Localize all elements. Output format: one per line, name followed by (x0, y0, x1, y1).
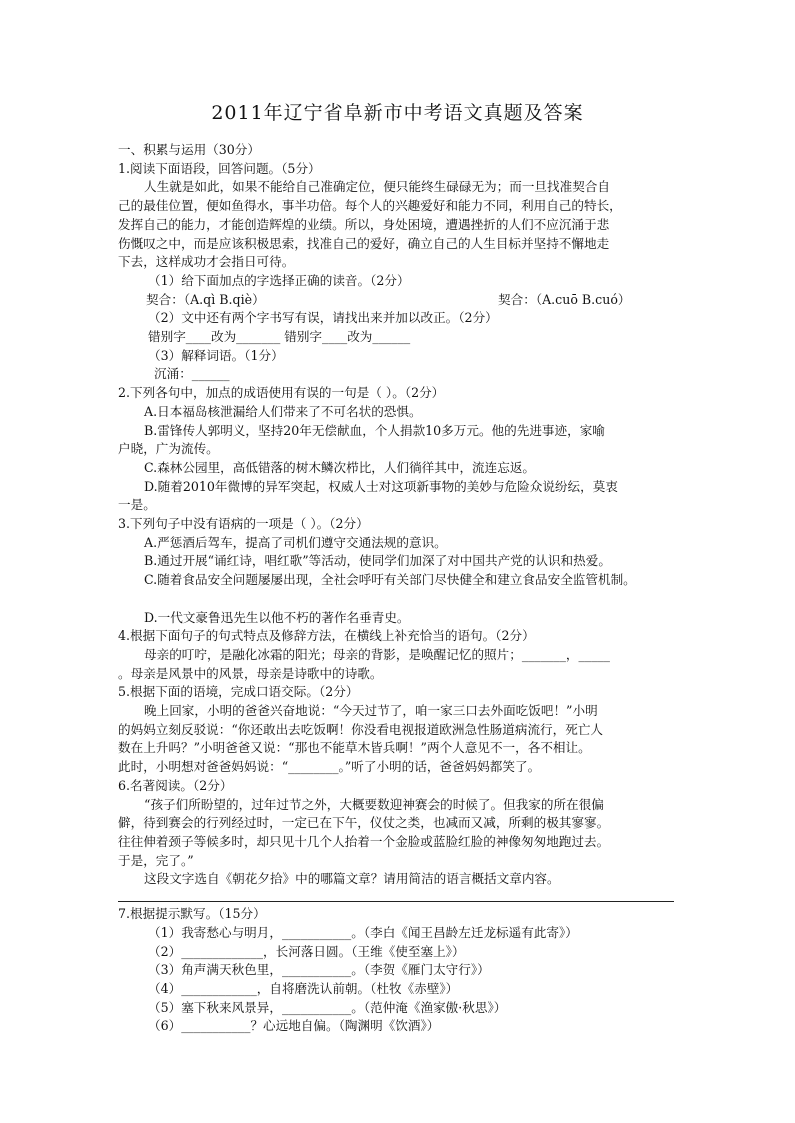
q7-item: （4）____________，自将磨洗认前朝。（杜牧《赤壁》） (148, 980, 459, 996)
section-heading: 一、积累与运用（30分） (118, 142, 260, 157)
q1-passage-line: 伤慨叹之中，而是应该积极思索，找准自己的爱好，确立自己的人生目标并坚持不懈地走 (118, 235, 610, 251)
q6-quote-line: “孩子们所盼望的，过年过节之外，大概要数迎神赛会的时候了。但我家的所在很偏 (144, 796, 604, 812)
q2-option-a: A.日本福岛核泄漏给人们带来了不可名状的恐惧。 (144, 403, 422, 419)
q7-item: （2）_____________，长河落日圆。（王维《使至塞上》） (148, 943, 465, 959)
q2-stem: 2.下列各句中，加点的成语使用有误的一句是（ ）。（2分） (118, 385, 445, 401)
q5-stem: 5.根据下面的语境，完成口语交际。（2分） (118, 684, 359, 700)
q7-stem: 7.根据提示默写。（15分） (118, 906, 266, 922)
q1-sub2-fill: 错别字____改为_______ 错别字____改为______ (148, 329, 411, 345)
q6-quote-line: 往往伸着颈子等候多时，却只见十几个人抬着一个金脸或蓝脸红脸的神像匆匆地跑过去。 (118, 834, 610, 849)
q7-item: （3）角声满天秋色里，___________。（李贺《雁门太守行》） (148, 962, 490, 978)
q5-line: 此时，小明想对爸爸妈妈说：“________。”听了小明的话，爸爸妈妈都笑了。 (118, 759, 541, 775)
q1-passage-line: 己的最佳位置，便如鱼得水，事半功倍。每个人的兴趣爱好和能力不同，利用自己的特长， (118, 198, 622, 214)
q6-question: 这段文字选自《朝花夕拾》中的哪篇文章？请用简洁的语言概括文章内容。 (144, 871, 560, 887)
q1-pinyin-left: 契合：（A.qì B.qiè） (146, 291, 265, 307)
q7-item: （6）___________？心远地自偏。（陶渊明《饮酒》） (148, 1018, 440, 1034)
q7-item: （1）我寄愁心与明月，___________。（李白《闻王昌龄左迁龙标遥有此寄》） (148, 924, 578, 940)
q2-option-c: C.森林公园里，高低错落的树木鳞次栉比，人们徜徉其中，流连忘返。 (144, 459, 536, 475)
q1-sub3: （3）解释词语。（1分） (148, 347, 284, 363)
q4-line-cont: 。母亲是风景中的风景，母亲是诗歌中的诗歌。 (118, 665, 383, 681)
spacer (118, 590, 678, 609)
q5-line: 的妈妈立刻反驳说：“你还敢出去吃饭啊！你没看电视报道欧洲急性肠道病流行，死亡人 (118, 721, 604, 737)
q1-pinyin-right: 契合：（A.cuō B.cuó） (498, 291, 631, 307)
exam-content (118, 141, 678, 1036)
q6-quote-line: 于是，完了。” (118, 852, 194, 868)
q7-item: （5）塞下秋来风景异，___________。（范仲淹《渔家傲·秋思》） (148, 999, 507, 1015)
q1-sub3-fill: 沉涌：______ (154, 366, 230, 382)
q5-line: 晚上回家，小明的爸爸兴奋地说：“今天过节了，咱一家三口去外面吃饭吧！”小明 (144, 703, 598, 719)
q3-option-c: C.随着食品安全问题屡屡出现，全社会呼吁有关部门尽快健全和建立食品安全监管机制。 (144, 572, 636, 588)
q4-stem: 4.根据下面句子的句式特点及修辞方法，在横线上补充恰当的语句。（2分） (118, 628, 535, 644)
q3-stem: 3.下列句子中没有语病的一项是（ ）。（2分） (118, 516, 369, 532)
q3-option-b: B.通过开展“诵红诗，唱红歌”等活动，使同学们加深了对中国共产党的认识和热爱。 (144, 553, 611, 569)
q6-quote-line: 僻，待到赛会的行列经过时，一定已在下午，仪仗之类，也减而又减，所剩的极其寥寥。 (118, 815, 610, 831)
q1-passage-line: 人生就是如此，如果不能给自己准确定位，便只能终生碌碌无为；而一旦找准契合自 (144, 179, 610, 195)
q1-sub2: （2）文中还有两个字书写有误，请找出来并加以改正。（2分） (148, 310, 498, 326)
q1-passage-line: 下去，这样成功才会指日可待。 (118, 254, 295, 270)
q3-option-d: D.一代文豪鲁迅先生以他不朽的著作名垂青史。 (144, 609, 410, 625)
q4-line: 母亲的叮咛，是融化冰霜的阳光；母亲的背影，是唤醒记忆的照片；_______，_____ (144, 646, 610, 662)
q2-option-b: B.雷锋传人郭明义，坚持20年无偿献血，个人捐款10多万元。他的先进事迹，家喻 (144, 422, 605, 438)
page-title: 2011年辽宁省阜新市中考语文真题及答案 (211, 102, 584, 124)
q1-stem: 1.阅读下面语段，回答问题。（5分） (118, 160, 321, 176)
q2-option-d-cont: 一是。 (118, 497, 156, 513)
q1-sub1: （1）给下面加点的字选择正确的读音。（2分） (148, 272, 410, 288)
q2-option-d: D.随着2010年微博的异军突起，权威人士对这项新事物的美妙与危险众说纷纭，莫衷 (144, 478, 618, 494)
q3-option-a: A.严惩酒后驾车，提高了司机们遵守交通法规的意识。 (144, 534, 447, 550)
q6-stem: 6.名著阅读。（2分） (118, 777, 233, 793)
q1-pinyin-row (118, 291, 678, 310)
answer-line (118, 889, 674, 902)
q2-option-b-cont: 户晓，广为流传。 (118, 441, 219, 457)
q5-line: 数在上升吗？”小明爸爸又说：“那也不能草木皆兵啊！”两个人意见不一，各不相让。 (118, 740, 591, 756)
q1-passage-line: 发挥自己的能力，才能创造辉煌的业绩。所以，身处困境，遭遇挫折的人们不应沉涌于悲 (118, 216, 610, 232)
